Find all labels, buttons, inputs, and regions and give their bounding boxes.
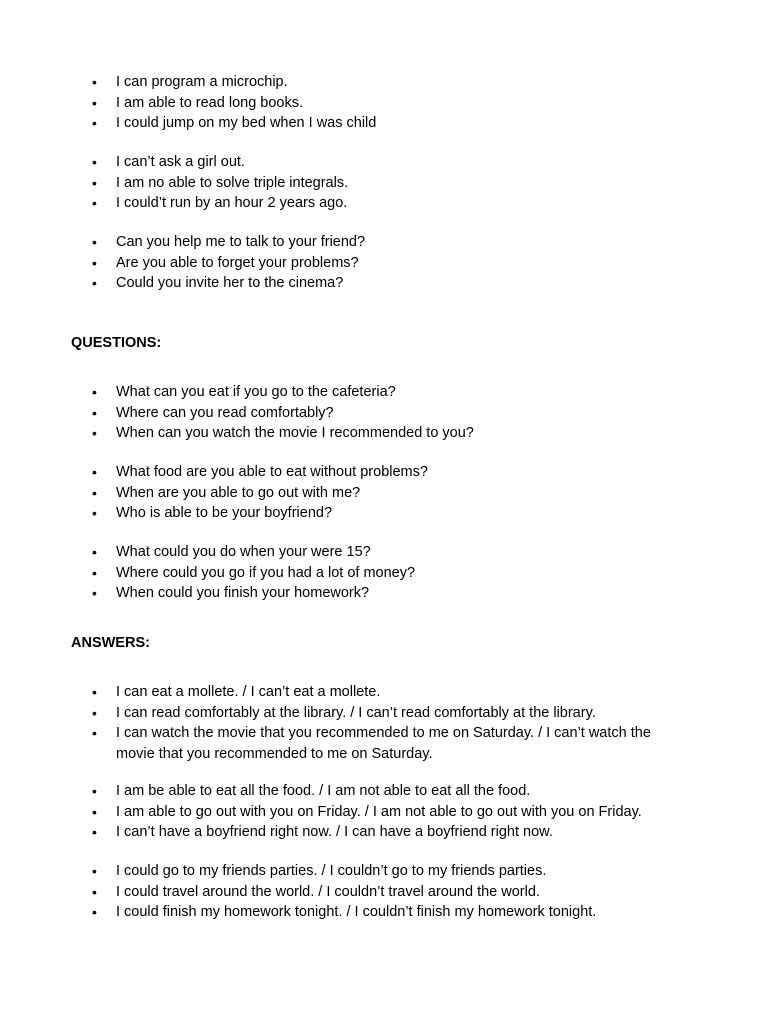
list-item: • I could travel around the world. / I couldn’t travel around the world. <box>0 882 768 903</box>
questions-list-can <box>0 382 768 444</box>
answers-list-can <box>0 682 768 764</box>
list-item: • When can you watch the movie I recommended to you? <box>0 423 768 444</box>
list-item: • I could’t run by an hour 2 years ago. <box>0 193 768 214</box>
list-item: • Where can you read comfortably? <box>0 403 768 424</box>
list-item: • Who is able to be your boyfriend? <box>0 503 768 524</box>
answers-heading: ANSWERS: <box>71 635 150 651</box>
list-item: • I can program a microchip. <box>0 72 768 93</box>
list-item: • I am able to go out with you on Friday. / I am not able to go out with you on Friday. <box>0 802 768 823</box>
questions-list-able <box>0 462 768 524</box>
list-item: • I could jump on my bed when I was child <box>0 113 768 134</box>
answers-list-could <box>0 861 768 923</box>
list-item: • Can you help me to talk to your friend? <box>0 232 768 253</box>
list-item: • Where could you go if you had a lot of money? <box>0 563 768 584</box>
list-item: • What food are you able to eat without problems? <box>0 462 768 483</box>
list-item: • I could finish my homework tonight. / I couldn’t finish my homework tonight. <box>0 902 768 923</box>
answers-list-able <box>0 781 768 843</box>
list-item: • Could you invite her to the cinema? <box>0 273 768 294</box>
list-item: • I can’t have a boyfriend right now. / I can have a boyfriend right now. <box>0 822 768 843</box>
statement-list-affirmative <box>0 72 768 134</box>
questions-heading: QUESTIONS: <box>71 335 162 351</box>
list-item: • When could you finish your homework? <box>0 583 768 604</box>
statement-list-interrogative <box>0 232 768 294</box>
questions-list-could <box>0 542 768 604</box>
list-item: • I could go to my friends parties. / I couldn’t go to my friends parties. <box>0 861 768 882</box>
list-item: • What can you eat if you go to the cafeteria? <box>0 382 768 403</box>
list-item: • What could you do when your were 15? <box>0 542 768 563</box>
list-item: • Are you able to forget your problems? <box>0 253 768 274</box>
list-item: • I can read comfortably at the library. / I can’t read comfortably at the library. <box>0 703 768 724</box>
list-item: • I am no able to solve triple integrals. <box>0 173 768 194</box>
list-item: • When are you able to go out with me? <box>0 483 768 504</box>
list-item: • I can eat a mollete. / I can’t eat a mollete. <box>0 682 768 703</box>
list-item: • I can’t ask a girl out. <box>0 152 768 173</box>
list-item: • I am be able to eat all the food. / I am not able to eat all the food. <box>0 781 768 802</box>
list-item: • I can watch the movie that you recommended to me on Saturday. / I can’t watch the movie that you recommended to me on Saturday. <box>0 723 768 764</box>
statement-list-negative <box>0 152 768 214</box>
list-item: • I am able to read long books. <box>0 93 768 114</box>
